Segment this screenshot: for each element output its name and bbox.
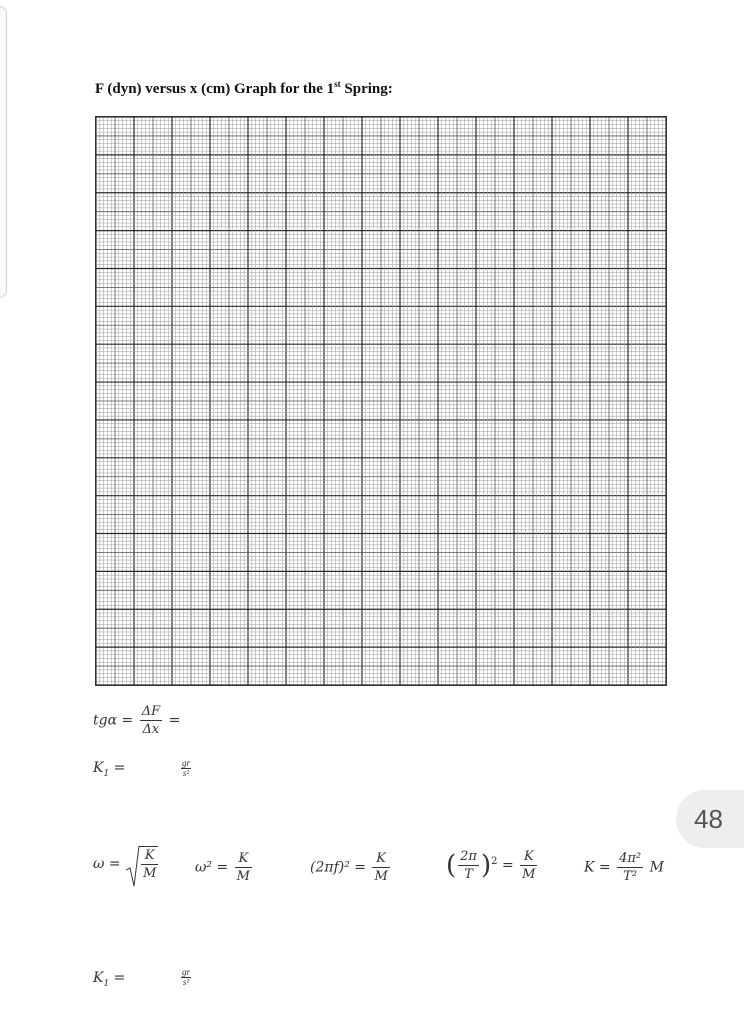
omega-squared-formula: ω² = $\frac{K}{M}$ bbox=[195, 851, 250, 884]
graph-title: F (dyn) versus x (cm) Graph for the 1st Spring: bbox=[95, 79, 393, 97]
period-formula: ( $\frac{2\pi}{T}$ )$^2$ = $\frac{K}{M}$ bbox=[446, 849, 536, 882]
omega-sqrt-formula: ω = $\frac{K}{M}$ bbox=[93, 846, 160, 882]
k1-formula-2: $K_1$ = bbox=[93, 970, 126, 989]
side-panel-tab[interactable] bbox=[0, 6, 7, 298]
graph-grid bbox=[96, 117, 666, 685]
frequency-formula: (2πf)² = $\frac{K}{M}$ bbox=[310, 851, 388, 884]
unit-fraction-1: $\frac{gr}{\text{s²}}$ bbox=[182, 758, 191, 778]
k1-formula-1: $K_1$ = bbox=[93, 760, 126, 779]
unit-fraction-2: $\frac{gr}{\text{s²}}$ bbox=[182, 967, 191, 987]
spring-constant-formula: K = $\frac{\text{4π²}}{\text{T²}}$ M bbox=[584, 851, 664, 884]
slope-formula: tgα = $\frac{\Delta F}{\Delta x}$ = bbox=[93, 704, 181, 737]
graph-paper bbox=[95, 116, 667, 686]
page-number-badge: 48 bbox=[676, 790, 744, 848]
